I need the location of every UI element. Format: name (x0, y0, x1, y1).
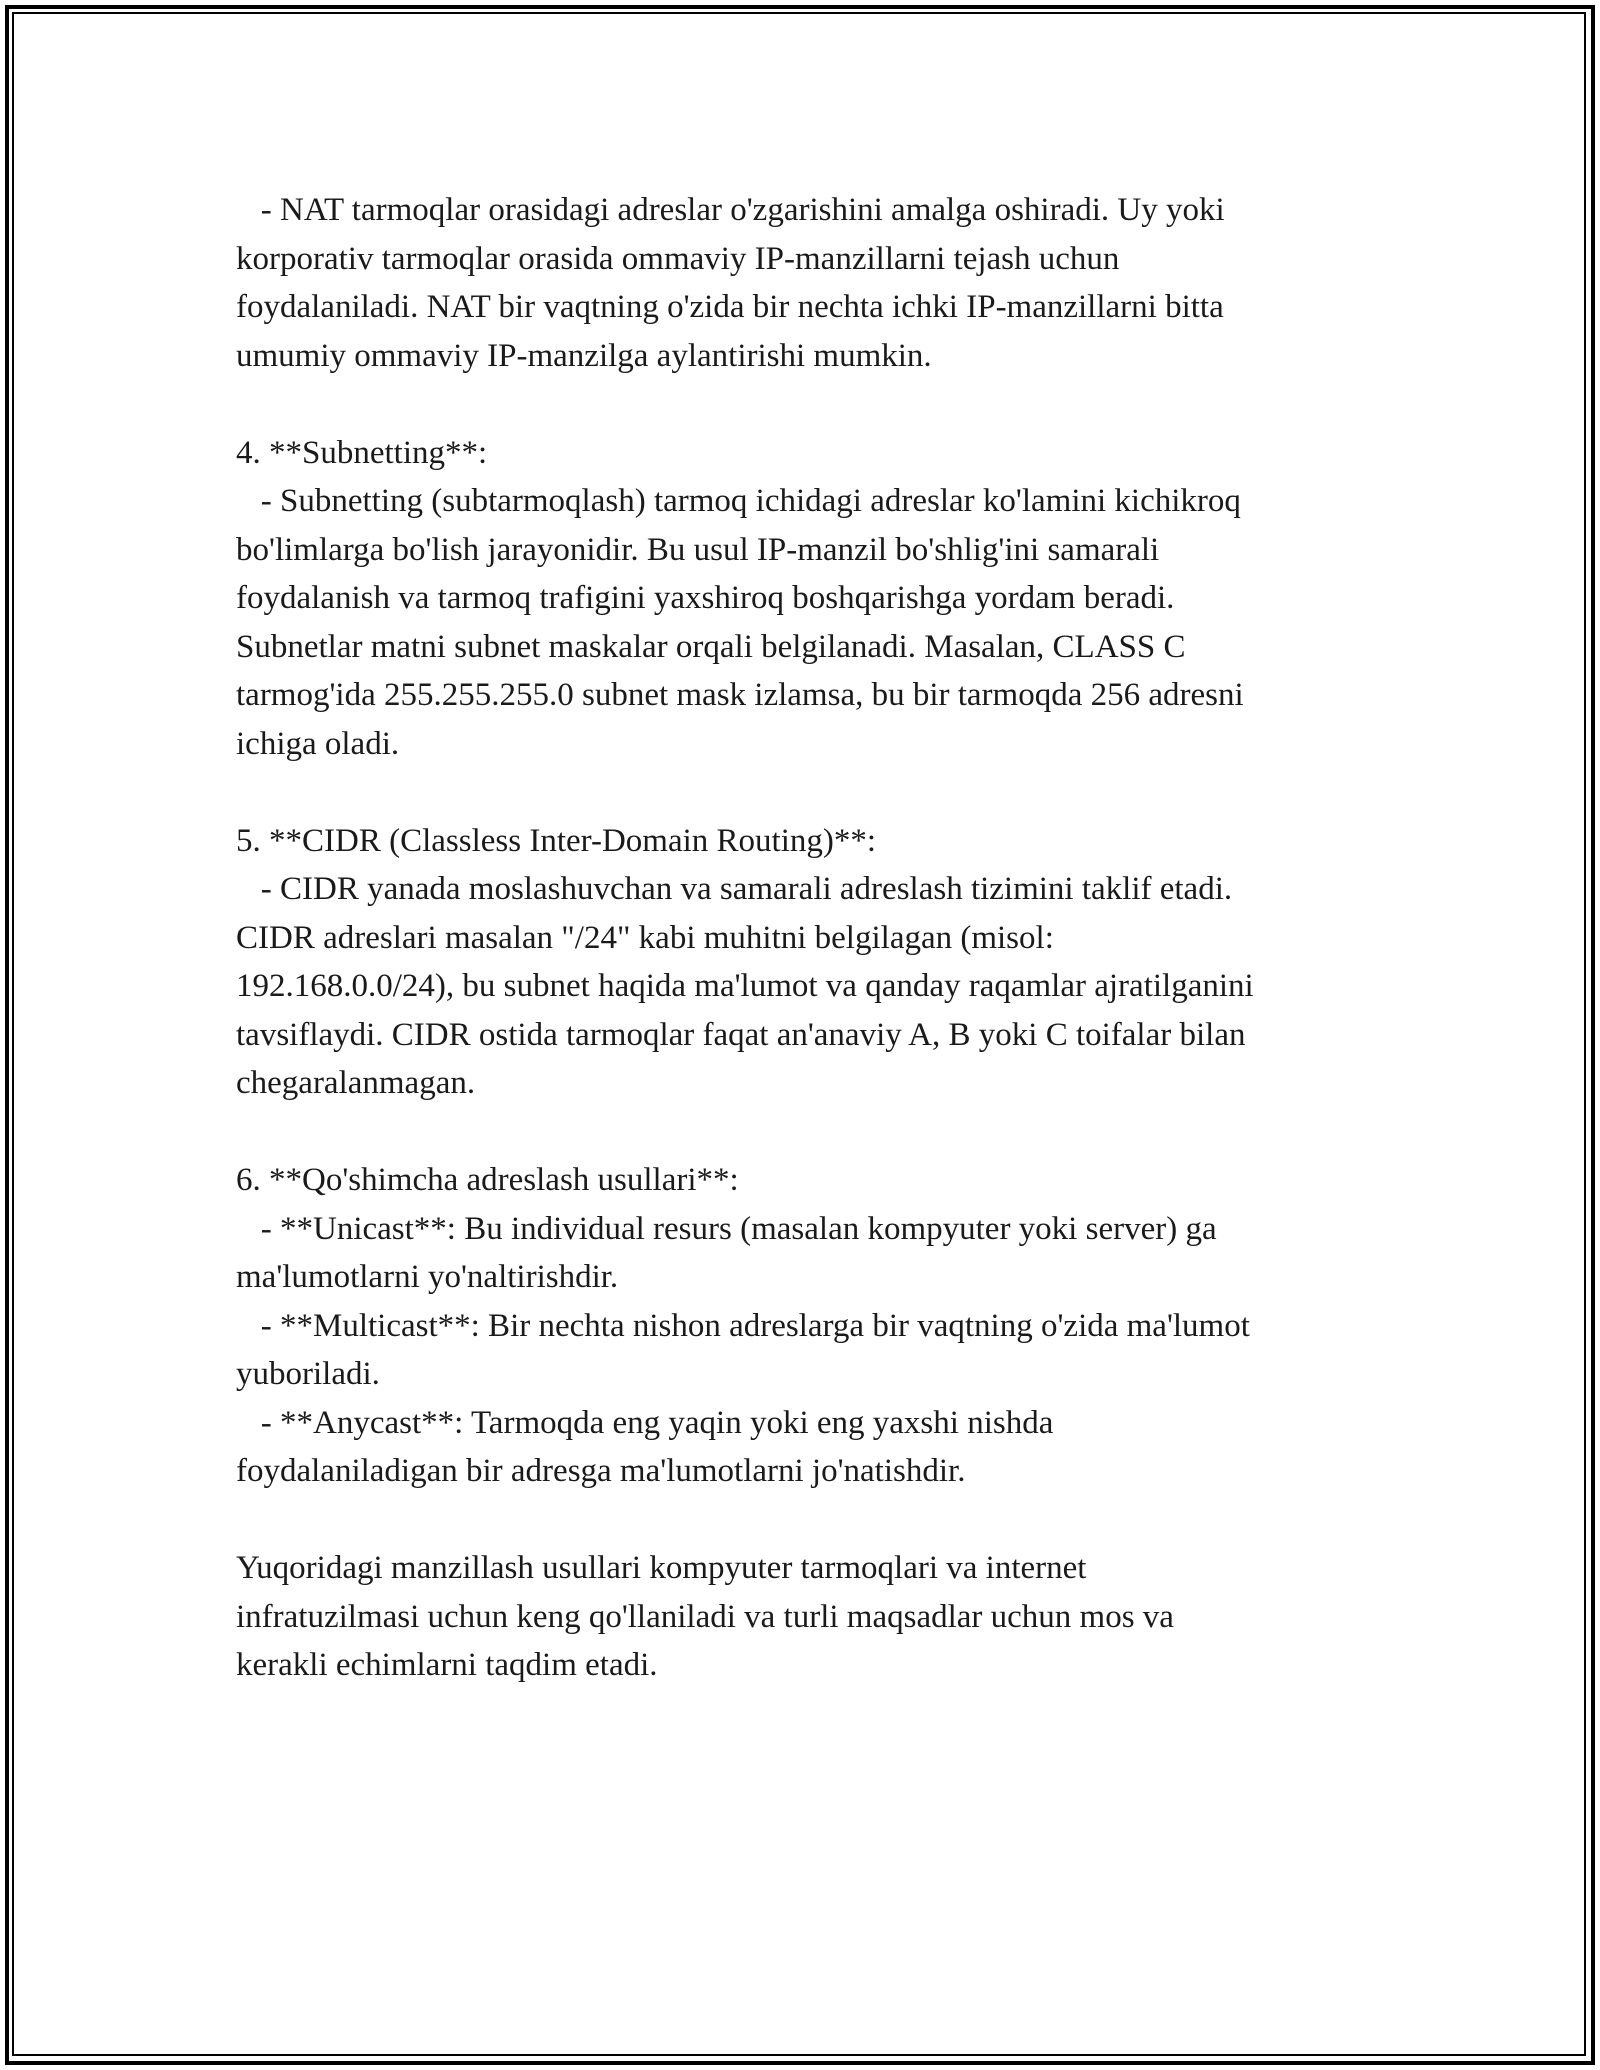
text-line: - Subnetting (subtarmoqlash) tarmoq ichidagi adreslar ko'lamini kichikroq (236, 483, 1241, 519)
text-line: - **Anycast**: Tarmoqda eng yaqin yoki eng yaxshi nishda (236, 1404, 1054, 1441)
text-line: yuboriladi. (236, 1356, 380, 1392)
conclusion-line: Yuqoridagi manzillash usullari kompyuter tarmoqlari va internet (236, 1550, 1087, 1586)
text-line: umumiy ommaviy IP-manzilga aylantirishi mumkin. (236, 337, 932, 374)
text-line: Subnetlar matni subnet maskalar orqali belgilanadi. Masalan, CLASS C (236, 628, 1186, 665)
blank-line (236, 1108, 1416, 1157)
text-line: ma'lumotlarni yo'naltirishdir. (236, 1259, 619, 1295)
text-line: 192.168.0.0/24), bu subnet haqida ma'lumot va qanday raqamlar ajratilganini (236, 968, 1254, 1004)
text-line: ichiga oladi. (236, 725, 400, 762)
conclusion-line: kerakli echimlarni taqdim etadi. (236, 1647, 658, 1683)
section-heading-addressing-methods: 6. **Qo'shimcha adreslash usullari**: (236, 1162, 739, 1198)
text-line: CIDR adreslari masalan "/24" kabi muhitni belgilagan (misol: (236, 919, 1054, 956)
blank-line (236, 768, 1416, 817)
text-line: foydalaniladi. NAT bir vaqtning o'zida bir nechta ichki IP-manzillarni bitta (236, 289, 1224, 325)
text-line: tavsiflaydi. CIDR ostida tarmoqlar faqat an'anaviy A, B yoki C toifalar bilan (236, 1016, 1246, 1053)
text-line: - NAT tarmoqlar orasidagi adreslar o'zgarishini amalga oshiradi. Uy yoki (236, 192, 1225, 228)
text-line: foydalanish va tarmoq trafigini yaxshiroq boshqarishga yordam beradi. (236, 580, 1175, 616)
section-heading-subnetting: 4. **Subnetting**: (236, 434, 488, 471)
blank-line (236, 380, 1416, 429)
text-line: bo'limlarga bo'lish jarayonidir. Bu usul IP-manzil bo'shlig'ini samarali (236, 531, 1160, 568)
text-line: chegaralanmagan. (236, 1065, 476, 1101)
text-line: korporativ tarmoqlar orasida ommaviy IP-manzillarni tejash uchun (236, 240, 1120, 277)
section-heading-cidr: 5. **CIDR (Classless Inter-Domain Routing)**: (236, 822, 877, 859)
document-body (236, 186, 1416, 1690)
text-line: - **Unicast**: Bu individual resurs (masalan kompyuter yoki server) ga (236, 1210, 1217, 1247)
blank-line (236, 1496, 1416, 1545)
text-line: tarmog'ida 255.255.255.0 subnet mask izlamsa, bu bir tarmoqda 256 adresni (236, 677, 1244, 713)
conclusion-line: infratuzilmasi uchun keng qo'llaniladi va turli maqsadlar uchun mos va (236, 1598, 1174, 1635)
text-line: foydalaniladigan bir adresga ma'lumotlarni jo'natishdir. (236, 1453, 966, 1489)
text-line: - **Multicast**: Bir nechta nishon adreslarga bir vaqtning o'zida ma'lumot (236, 1307, 1250, 1344)
text-line: - CIDR yanada moslashuvchan va samarali adreslash tizimini taklif etadi. (236, 871, 1233, 907)
